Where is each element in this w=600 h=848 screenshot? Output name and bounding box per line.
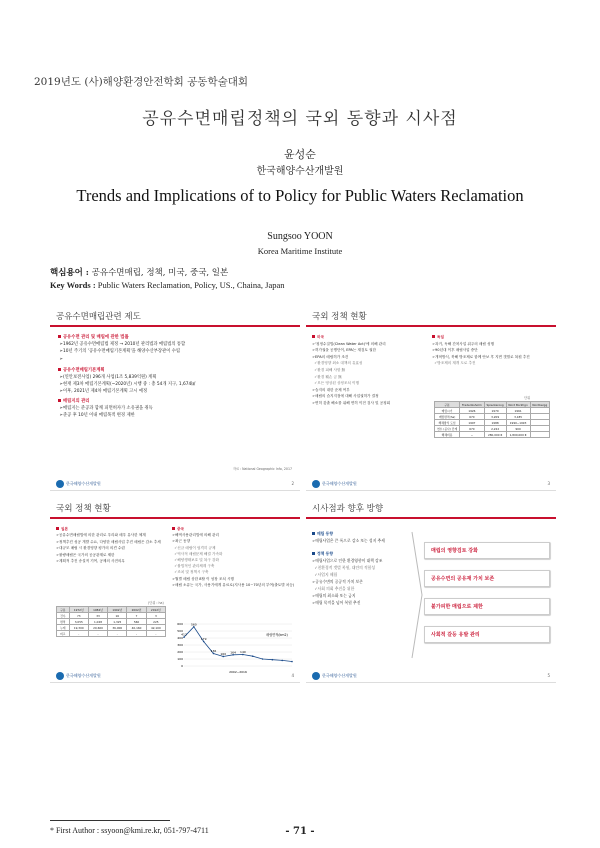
sub-bullet: 해양생태보호 및 복구 강화 — [177, 558, 219, 563]
table-cell: 1926 — [460, 408, 485, 414]
table-cell: 1,325 — [108, 619, 127, 625]
bullet: 해역사용관리법에 의해 관리 — [175, 533, 219, 538]
japan-reclamation-table — [56, 606, 166, 637]
table-cell: 매립시기 — [435, 408, 460, 414]
table-cell: 73 — [69, 613, 88, 619]
bullet: 최근 동향 — [175, 539, 191, 544]
group-heading: 매립 동향 — [317, 531, 333, 536]
table-cell: 36,900 — [108, 625, 127, 631]
bullet: 과거, 독해 간척사업 위주의 매립 성행 — [435, 341, 494, 346]
table-row — [435, 432, 550, 438]
table-cell: 280,000 € — [484, 432, 506, 438]
table-cell: 3,209 — [484, 414, 506, 420]
table-cell: 560 — [127, 619, 146, 625]
conference-header: 2019년도 (사)해양환경안전학회 공동학술대회 — [34, 76, 249, 88]
keywords-ko-value: 공유수면매립, 정책, 미국, 중국, 일본 — [91, 268, 229, 278]
bullet: 매립사업으로 인한 환경영향이 대책 강조 — [315, 558, 383, 563]
keywords-en-label: Key Words : — [50, 280, 96, 290]
sub-bullet: 환경 피해 사항 無 — [317, 367, 346, 372]
data-point — [291, 661, 293, 663]
sub-bullet: 사회 의회 추진을 위한 — [317, 586, 355, 591]
bullet: 매립의 최소화 또는 금지 — [315, 593, 356, 598]
data-label: 560 — [190, 622, 197, 627]
table-cell: 누계 — [57, 625, 70, 631]
table-cell: 3,055 — [69, 619, 88, 625]
footnote: * First Author : ssyoon@kmi.re.kr, 051-797-4711 — [50, 826, 209, 835]
bullet: 매립의 습지지점에 대해 사업권허가 결정 — [315, 394, 379, 399]
y-tick-label: 400 — [177, 636, 183, 640]
table-cell: 225 — [146, 619, 165, 625]
country-heading: 일본 — [61, 527, 68, 531]
slide-body: 공유수면 관리 및 매립에 관한 법률 ➢1962년 공유수면매립법 제정 → 2010년 관리법과 매립법의 통합 ➢10년 주기의 '공유수면매립기본계획'을 해양수산부장관이 수립 ➢ 공유수면매립기본계획 ➢(연안보전사업) 296개 사업(1조 5,839억원) 계획 ➢현재 제3차 매립기본계획(~2020년) 시행 중 : 총 54개 지구, 1,674㎢ ➢이후, 2021년 제4차 매립기본계획 고시 예정 매립지의 관리 ➢매립지는 준공과 함께 피면허자가 소유권을 취득 ➢준공 후 10년 이내 매립목적 변경 제한 — [58, 335, 196, 419]
country-heading: 중국 — [177, 527, 184, 531]
table-cell: 매립면적(ha) — [435, 414, 460, 420]
bullet: EPA의 매립허가 조건 — [315, 354, 349, 359]
bullet: 월별 매립 상한 8할 이 성장 조치 시행 — [175, 576, 234, 581]
sub-bullet: 조치 및 정책시 구축 — [177, 570, 209, 575]
data-point — [272, 659, 274, 661]
table-cell: 건수 — [57, 613, 70, 619]
sub-bullet: 사업지 해립 — [317, 572, 338, 577]
table-cell: 33 — [88, 613, 107, 619]
slide-implications — [306, 500, 556, 683]
table-cell: 2,222 — [484, 426, 506, 432]
keywords-en-value: Public Waters Reclamation, Policy, US., Chaina, Japan — [97, 280, 285, 290]
sub-bullet: 환경영향 최소 대책의 유효성 — [317, 361, 363, 366]
data-point — [281, 660, 283, 662]
slide-title: 공유수면매립관련 제도 — [56, 312, 141, 322]
bullet: (연안보전사업) 296개 사업(1조 5,839억원) 계획 — [62, 375, 157, 381]
org-logo-icon — [56, 480, 64, 488]
org-name: 한국해양수산개발원 — [322, 673, 357, 678]
table-cell: 1990~1993 — [506, 420, 530, 426]
section-heading: 매립지의 관리 — [63, 398, 90, 404]
group-heading: 정책 동향 — [317, 551, 333, 556]
table-cell: 1988 — [484, 420, 506, 426]
author-name-en: Sungsoo YOON — [267, 231, 333, 242]
y-tick-label: 0 — [181, 664, 183, 668]
table-cell: 면적 — [57, 619, 70, 625]
org-logo-icon — [312, 480, 320, 488]
footnote-rule — [50, 820, 170, 821]
germany-restoration-table — [434, 401, 550, 438]
keywords-en — [50, 280, 285, 290]
country-heading: 독일 — [437, 335, 444, 339]
slide-footer — [56, 672, 101, 680]
keywords-ko-label: 핵심용어 : — [50, 268, 89, 278]
implication-box: 불가피한 매립으로 제한 — [424, 598, 550, 615]
paper-title-ko: 공유수면매립정책의 국외 동향과 시사점 — [142, 109, 458, 129]
table-cell: 29,600 — [88, 625, 107, 631]
bullet: '청정수질법(Clean Water Act)'에 의해 관리 — [315, 341, 386, 346]
implication-box: 매립의 영향검토 강화 — [424, 542, 550, 559]
table-cell: 1970 — [484, 408, 506, 414]
bullet: 공유수면매립법에 의한 관리로 우리와 매우 유사한 체계 — [59, 533, 146, 538]
sub-bullet: 역사적 매립문제 해결 가속화 — [177, 551, 223, 556]
table-cell: 2002년 — [127, 607, 146, 613]
slide-footer — [312, 480, 357, 488]
sub-bullet: 모든 영상된 상정조치 이행 — [317, 381, 359, 386]
data-label: 164 — [230, 650, 236, 655]
sub-bullet: 환경 훼손 금 無 — [317, 374, 342, 379]
page-number: - 71 - — [285, 826, 315, 837]
bullet: 매립 목적을 넘어 복원 추진 — [315, 600, 361, 605]
bullet: 이후, 2021년 제4차 매립기본계획 고시 예정 — [62, 389, 148, 395]
japan-column: 일본 ➢공유수면매립법에 의한 관리로 우리와 매우 유사한 체계 ➢정책추진 성공 개발 수요, 다양한 매립사업 추진 매립은 감소 추세 ➢대규모 매립 시 환경영향 평가의 의견 수렴 ➢불량매립은 국가의 공공관계로 제한 ➢계획적 추진 송설적 기여, 공제의 사전의무 — [56, 527, 161, 564]
org-name: 한국해양수산개발원 — [322, 481, 357, 486]
data-label: 160 — [220, 651, 227, 656]
sub-bullet: 신규 매립이 엄격히 규제 — [177, 545, 216, 550]
sub-bullet: 친환경적 갯벌 복원, 대안의 적합성 — [317, 565, 375, 570]
slide-footer — [312, 672, 357, 680]
slide-page: 3 — [547, 481, 550, 486]
table-cell: 900 — [506, 426, 530, 432]
y-tick-label: 600 — [177, 622, 183, 626]
table-cell: 19,300 — [69, 625, 88, 631]
legend-label: 매립면적(km2) — [266, 633, 288, 637]
keywords-ko — [50, 266, 228, 278]
table-cell: 670 — [460, 414, 485, 420]
y-tick-label: 500 — [177, 629, 183, 633]
bullet: 대규모 매립 시 환경영향 평가의 의견 수렴 — [59, 546, 125, 551]
bullet: 허가권을 공병단이, EPA는 재검토 권한 — [315, 348, 376, 353]
sub-bullet: 불법적인 관리체계 구축 — [177, 564, 215, 569]
table-cell: 7 — [127, 613, 146, 619]
table-row — [57, 631, 166, 637]
table-cell: Spieckeroog — [484, 402, 506, 408]
slide-divider — [306, 517, 556, 519]
table-cell: 해체방식 도입 — [435, 420, 460, 426]
slide-page: 4 — [291, 673, 294, 678]
source-note: 자료 : National Geographic Info, 2017 — [232, 467, 292, 471]
table-cell: - — [146, 631, 165, 637]
data-label: 140 — [240, 650, 246, 655]
bullet: 10년 주기의 '공유수면매립기본계획'을 해양수산부장관이 수립 — [62, 349, 181, 355]
data-point — [252, 655, 254, 657]
table-cell: - — [127, 631, 146, 637]
implication-box: 사회적 갈등 유발 관리 — [424, 626, 550, 643]
slide-divider — [50, 517, 300, 519]
table-cell: 구분 — [57, 607, 70, 613]
org-logo-icon — [56, 672, 64, 680]
data-point — [262, 658, 264, 660]
x-axis-label: 2002~2016 — [229, 670, 247, 674]
slide-foreign-policy-jp-cn — [50, 500, 300, 683]
china-column: 중국 ➢해역사용관리법에 의해 관리 ➢최근 동향 ✓신규 매립이 엄격히 규제 ✓역사적 매립문제 해결 가속화 ✓해양생태보호 및 복구 강화 ✓불법적인 관리체계 구축 ✓조치 및 정책시 구축 ➢월별 매립 상한 8할 이 성장 조치 시행 ➢매립 소유는 국가, 사용기에게 유료로(지사용 10~70년의 부여(출토별 차등) — [172, 527, 295, 587]
org-logo-icon — [312, 672, 320, 680]
bullet: 불량매립은 국가의 공공관계로 제한 — [59, 552, 115, 557]
section-heading: 공유수면 관리 및 매립에 관한 법률 — [63, 335, 129, 340]
sub-bullet: 방조제의 재개 도로 추진 — [437, 361, 476, 366]
bullet: 계획적 추진 송설적 기여, 공제의 사전의무 — [59, 559, 125, 564]
table-caption: 단위 — [524, 396, 531, 400]
slide-divider — [50, 325, 300, 327]
trends-column: 매립 동향 ➢매립사업은 큰 폭으로 감소 또는 성지 추세 정책 동향 ➢매립사업으로 인한 환경영향이 대책 강조 ✓친환경적 갯벌 복원, 대안의 적합성 ✓사업지 해립 ➢공유수면의 공공적 가치 보존 ✓사회 의회 추진을 위한 ➢매립의 최소화 또는 금지 ➢매립 목적을 넘어 복원 추진 — [312, 531, 385, 605]
series-line — [184, 627, 292, 662]
bullet: 습지의 대한 준제 여부 — [315, 387, 350, 392]
table-cell: 구분 — [435, 402, 460, 408]
table-cell: 3,185 — [506, 414, 530, 420]
bullet: 매립 소유는 국가, 사용기에게 유료로(지사용 10~70년의 부여(출토별 차등) — [175, 582, 295, 587]
slide-divider — [306, 325, 556, 327]
table-cell: 연수 (공사) 단계 — [435, 426, 460, 432]
table-cell: 1992년 — [108, 607, 127, 613]
slide-page: 2 — [291, 481, 294, 486]
org-name: 한국해양수산개발원 — [66, 481, 101, 486]
author-name-ko: 윤성순 — [284, 148, 316, 161]
germany-column: 독일 ➢과거, 독해 간척사업 위주의 매립 성행 ➢90년대 이후 매립사업 중단 ➢개혁방식, 북해 방조제로 함께 안보 후 지면 갯벌로 복원 추진 ✓방조제의 재개 도로 추진 — [432, 335, 530, 366]
org-name: 한국해양수산개발원 — [66, 673, 101, 678]
bullet: 준공 후 10년 이내 매립목적 변경 제한 — [62, 413, 135, 419]
slide-footer — [56, 480, 101, 488]
table-cell: ~ — [460, 432, 485, 438]
data-label: 179 — [200, 637, 207, 641]
bullet: 면허 갖춘 해소를 위해 면허 이전 검사 및 공청회 — [315, 400, 391, 405]
slide-legal-framework — [50, 308, 300, 491]
y-tick-label: 100 — [177, 657, 183, 661]
bullet: 정책추진 성공 개발 수요, 다양한 매립사업 추진 매립은 감소 추세 — [59, 539, 161, 544]
affiliation-en: Korea Maritime Institute — [257, 246, 343, 256]
table-cell: 1982년 — [88, 607, 107, 613]
table-cell: 1,800,000 € — [506, 432, 530, 438]
y-tick-label: 200 — [177, 650, 183, 654]
slide-page: 5 — [547, 673, 550, 678]
table-cell: 40,160 — [127, 625, 146, 631]
table-cell: - — [69, 631, 88, 637]
section-heading: 공유수면매립기본계획 — [63, 367, 105, 373]
bullet: 개혁방식, 북해 방조제로 함께 안보 후 지면 갯벌로 복원 추진 — [435, 354, 530, 359]
slide-foreign-policy-us-de — [306, 308, 556, 491]
table-caption: (단위 : ha) — [148, 601, 164, 605]
y-tick-label: 300 — [177, 643, 183, 647]
table-cell: Frederiksholm — [460, 402, 485, 408]
slide-title: 시사점과 향후 방향 — [312, 504, 384, 514]
slide-title: 국외 정책 현황 — [312, 312, 367, 322]
table-cell: 1997 — [460, 420, 485, 426]
bullet: 매립지는 준공과 함께 피면허자가 소유권을 취득 — [62, 405, 153, 411]
table-cell: Nordbergg — [530, 402, 549, 408]
table-cell: - — [108, 631, 127, 637]
slide-title: 국외 정책 현황 — [56, 504, 111, 514]
table-cell: 2012년 — [146, 607, 165, 613]
implication-box: 공유수면의 공유재 가치 보존 — [424, 570, 550, 587]
table-cell: 해체비용 — [435, 432, 460, 438]
table-cell: 42,100 — [146, 625, 165, 631]
data-label: 412 — [181, 632, 187, 637]
bullet: 1962년 공유수면매립법 제정 → 2010년 관리법과 매립법의 통합 — [62, 342, 186, 348]
table-cell: 1972년 — [69, 607, 88, 613]
table-cell: Nord Borkhgn — [506, 402, 530, 408]
bullet: 90년대 이후 매립사업 중단 — [435, 348, 478, 353]
us-column: 미국 ➢'청정수질법(Clean Water Act)'에 의해 관리 ➢허가권을 공병단이, EPA는 재검토 권한 ➢EPA의 매립허가 조건 ✓환경영향 최소 대책의 유효성 ✓환경 피해 사항 無 ✓환경 훼손 금 無 ✓모든 영상된 상정조치 이행 ➢습지의 대한 준제 여부 ➢매립의 습지지점에 대해 사업권허가 결정 ➢면허 갖춘 해소를 위해 면허 이전 검사 및 공청회 — [312, 335, 391, 405]
table-cell: 3 — [146, 613, 165, 619]
table-cell: 1961 — [506, 408, 530, 414]
table-cell — [530, 432, 549, 438]
country-heading: 미국 — [317, 335, 324, 339]
bullet: 공유수면의 공공적 가치 보존 — [315, 579, 363, 584]
table-cell: 비고 — [57, 631, 70, 637]
china-reclamation-chart — [172, 620, 296, 674]
affiliation-ko: 한국해양수산개발원 — [256, 166, 344, 177]
data-label: 136 — [210, 648, 217, 653]
bullet: 현재 제3차 매립기본계획(~2020년) 시행 중 : 총 54개 지구, 1,674㎢ — [62, 382, 196, 388]
table-cell: 1,028 — [88, 619, 107, 625]
table-cell: - — [88, 631, 107, 637]
arrow-connector-icon — [410, 530, 424, 660]
paper-title-en: Trends and Implications of to Policy for Public Waters Reclamation — [76, 186, 524, 205]
table-cell: 16 — [108, 613, 127, 619]
bullet: 매립사업은 큰 폭으로 감소 또는 성지 추세 — [315, 538, 385, 543]
table-cell: 670 — [460, 426, 485, 432]
